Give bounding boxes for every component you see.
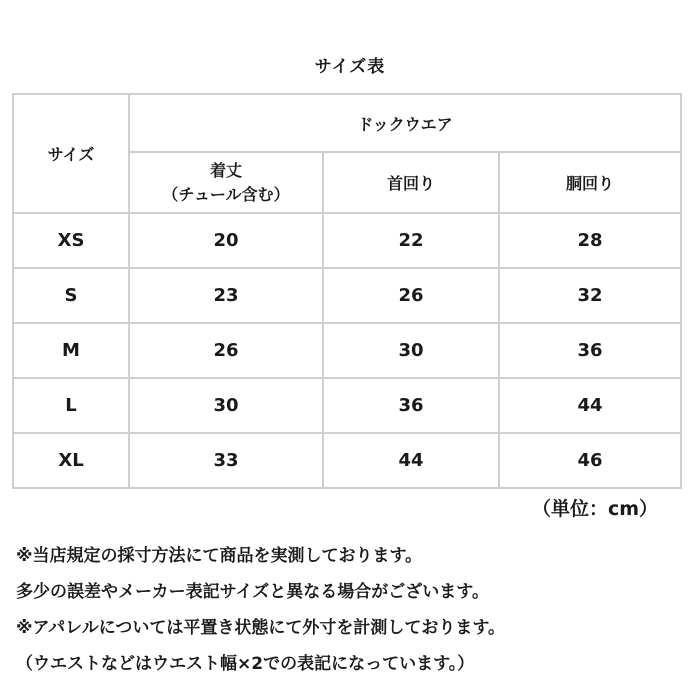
note-line: ※当店規定の採寸方法にて商品を実測しております。 (16, 546, 423, 566)
waist-cell: 36 (499, 323, 681, 378)
length-cell: 20 (129, 213, 323, 268)
unit-label: （単位：cm） (531, 498, 658, 520)
size-cell: XL (13, 433, 129, 488)
table-row (13, 378, 681, 433)
length-header-line1: 着丈 (209, 160, 242, 180)
table-row (13, 268, 681, 323)
size-cell: M (13, 323, 129, 378)
waist-cell: 44 (499, 378, 681, 433)
length-column-header (129, 152, 323, 213)
waist-cell: 28 (499, 213, 681, 268)
note-line: （ウエストなどはウエスト幅×2での表記になっています。） (16, 654, 475, 674)
neck-cell: 44 (323, 433, 499, 488)
length-header-line2: （チュール含む） (162, 184, 290, 204)
length-cell: 23 (129, 268, 323, 323)
size-column-header: サイズ (13, 94, 129, 213)
neck-cell: 22 (323, 213, 499, 268)
waist-cell: 46 (499, 433, 681, 488)
neck-cell: 36 (323, 378, 499, 433)
size-cell: S (13, 268, 129, 323)
neck-cell: 26 (323, 268, 499, 323)
length-cell: 33 (129, 433, 323, 488)
page-title: サイズ表 (314, 57, 386, 77)
waist-column-header: 胴回り (499, 152, 681, 213)
table-row (13, 213, 681, 268)
notes (16, 538, 505, 682)
size-cell: XS (13, 213, 129, 268)
note-line: ※アパレルについては平置き状態にて外寸を計測しております。 (16, 618, 506, 638)
table-header-row (13, 94, 681, 152)
dogwear-group-header: ドックウエア (129, 94, 681, 152)
neck-cell: 30 (323, 323, 499, 378)
table-row (13, 433, 681, 488)
length-cell: 30 (129, 378, 323, 433)
table-row (13, 323, 681, 378)
size-table (12, 93, 682, 489)
length-cell: 26 (129, 323, 323, 378)
size-cell: L (13, 378, 129, 433)
waist-cell: 32 (499, 268, 681, 323)
note-line: 多少の誤差やメーカー表記サイズと異なる場合がございます。 (16, 582, 489, 602)
neck-column-header: 首回り (323, 152, 499, 213)
